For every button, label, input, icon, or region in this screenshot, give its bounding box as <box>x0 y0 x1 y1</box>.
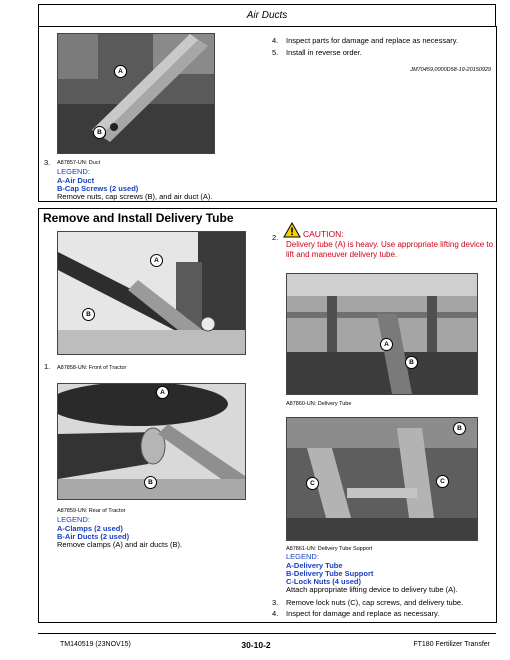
step-1-number: 1. <box>44 362 51 371</box>
support-legend-item-c: C-Lock Nuts (4 used) <box>286 577 362 586</box>
callout-a: A <box>150 254 163 267</box>
caution-text: Delivery tube (A) is heavy. Use appropriate lifting device to lift and maneuver delivery tube. <box>286 240 494 259</box>
callout-b: B <box>93 126 106 139</box>
document-id: JM70459,0000D58-19-20150929 <box>410 67 491 73</box>
support-figure-caption: A87861-UN: Delivery Tube Support <box>286 546 373 552</box>
rear-legend-title: LEGEND: <box>57 515 90 524</box>
support-figure-text: Attach appropriate lifting device to delivery tube (A). <box>286 585 458 594</box>
delivery-tube-photo <box>286 273 478 395</box>
delivery-step-4-text: Inspect for damage and replace as necessary. <box>286 609 440 618</box>
footer-manual-id: TM140519 (23NOV15) <box>60 641 131 648</box>
duct-illustration <box>58 34 214 153</box>
front-tractor-illustration <box>58 232 245 354</box>
delivery-step-4-number: 4. <box>272 609 279 618</box>
delivery-step-3-number: 3. <box>272 598 279 607</box>
duct-legend-item-b: B-Cap Screws (2 used) <box>57 184 139 193</box>
caution-label: CAUTION: <box>303 229 344 239</box>
footer-manual-title: FT180 Fertilizer Transfer <box>413 641 490 648</box>
duct-legend-item-a: A-Air Duct <box>57 176 95 185</box>
support-legend-title: LEGEND: <box>286 552 319 561</box>
duct-legend-title: LEGEND: <box>57 167 90 176</box>
callout-c: C <box>436 475 449 488</box>
header-top-rule <box>38 4 496 5</box>
step-2-number: 2. <box>272 233 279 242</box>
callout-b: B <box>453 422 466 435</box>
delivery-section-title: Remove and Install Delivery Tube <box>43 211 234 225</box>
step-4-number: 4. <box>272 36 279 45</box>
callout-c: C <box>306 477 319 490</box>
callout-b: B <box>405 356 418 369</box>
step-5-number: 5. <box>272 48 279 57</box>
step-3-text: Remove nuts, cap screws (B), and air duct (A). <box>57 192 213 201</box>
step-3-number: 3. <box>44 158 51 167</box>
delivery-tube-illustration <box>287 274 477 394</box>
rear-figure-text: Remove clamps (A) and air ducts (B). <box>57 540 183 549</box>
front-figure-caption: A87858-UN: Front of Tractor <box>57 365 127 371</box>
delivery-tube-caption: A87860-UN: Delivery Tube <box>286 401 352 407</box>
delivery-tube-support-photo <box>286 417 478 541</box>
step-5-text: Install in reverse order. <box>286 48 362 57</box>
rear-figure-caption: A87859-UN: Rear of Tractor <box>57 508 126 514</box>
rear-legend-item-b: B-Air Ducts (2 used) <box>57 532 130 541</box>
footer-page-number: 30-10-2 <box>241 640 271 650</box>
delivery-step-3-text: Remove lock nuts (C), cap screws, and delivery tube. <box>286 598 464 607</box>
support-legend-item-a: A-Delivery Tube <box>286 561 343 570</box>
callout-a: A <box>156 386 169 399</box>
step-4-text: Inspect parts for damage and replace as necessary. <box>286 36 459 45</box>
callout-b: B <box>82 308 95 321</box>
rear-of-tractor-photo <box>57 383 246 500</box>
callout-a: A <box>380 338 393 351</box>
callout-a: A <box>114 65 127 78</box>
footer-rule <box>38 633 496 634</box>
front-of-tractor-photo <box>57 231 246 355</box>
rear-legend-item-a: A-Clamps (2 used) <box>57 524 123 533</box>
callout-b: B <box>144 476 157 489</box>
caution-warning-icon <box>283 222 301 238</box>
duct-photo <box>57 33 215 154</box>
support-legend-item-b: B-Delivery Tube Support <box>286 569 374 578</box>
duct-figure-caption: A87857-UN: Duct <box>57 160 101 166</box>
page-header-title: Air Ducts <box>246 10 288 21</box>
